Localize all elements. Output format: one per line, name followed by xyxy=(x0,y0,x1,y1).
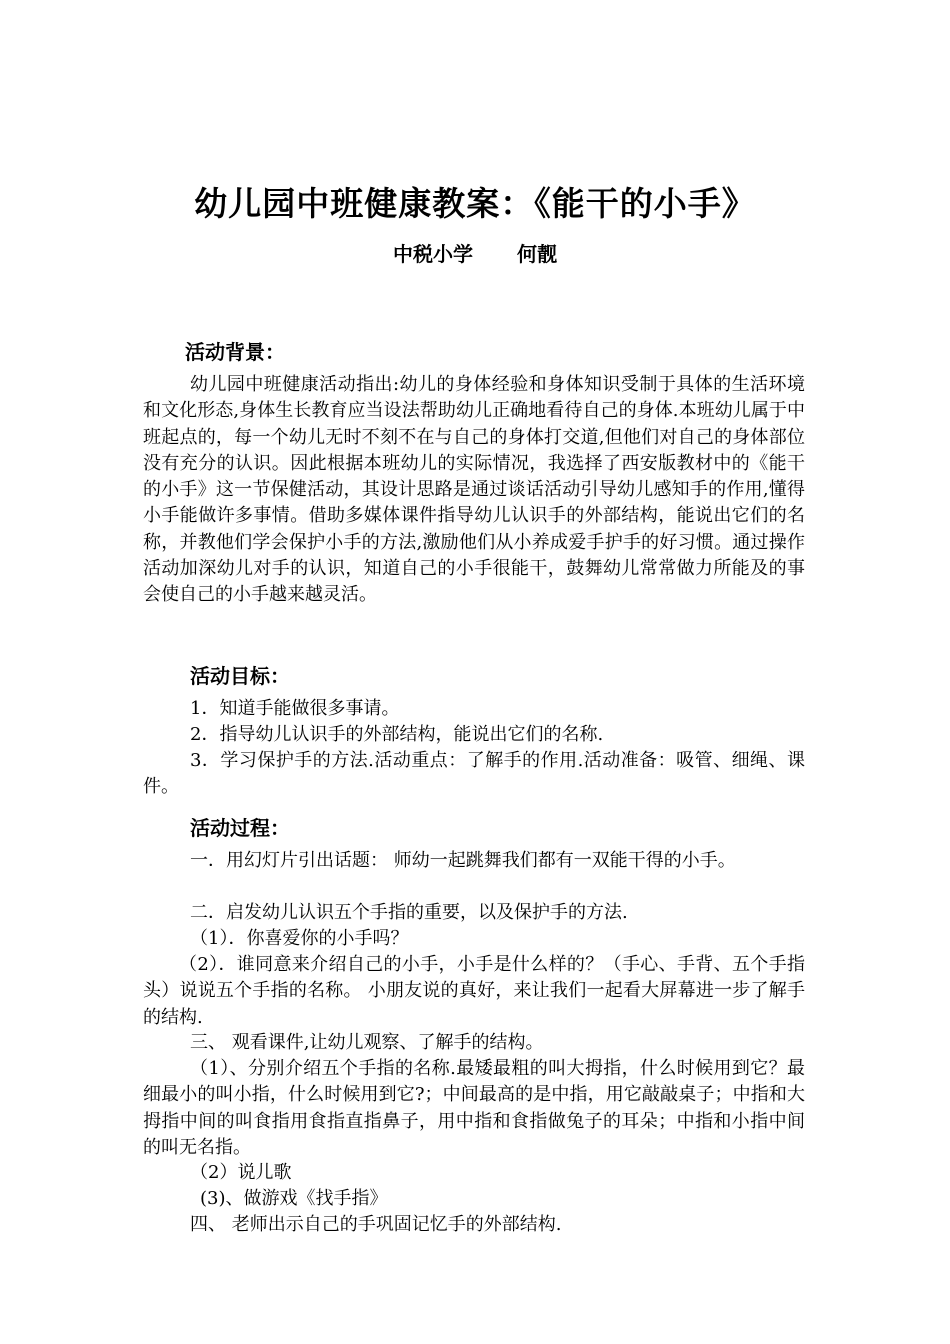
document-title: 幼儿园中班健康教案：《能干的小手》 xyxy=(194,184,756,223)
process-step-3: 三、 观看课件,让幼儿观察、了解手的结构。 xyxy=(190,1032,544,1053)
process-step-1: 一．用幻灯片引出话题： 师幼一起跳舞我们都有一双能干得的小手。 xyxy=(190,850,736,871)
goal-item-3: 3．学习保护手的方法.活动重点：了解手的作用.活动准备：吸管、细绳、课件。 xyxy=(143,750,805,798)
goal-item-1: 1．知道手能做很多事请。 xyxy=(190,698,400,719)
author-school: 中税小学 xyxy=(393,242,473,266)
process-step-3-1: （1）、分别介绍五个手指的名称.最矮最粗的叫大拇指，什么时候用到它？最细最小的叫小指，什么时候用到它?；中间最高的是中指，用它敲敲桌子；中指和大拇指中间的叫食指用食指直指鼻子，用中指和食指做兔子的耳朵；中指和小指中间的叫无名指。 xyxy=(143,1058,805,1158)
goal-item-2: 2．指导幼儿认识手的外部结构，能说出它们的名称. xyxy=(190,724,604,745)
author-line xyxy=(0,238,950,267)
section-heading-process: 活动过程： xyxy=(190,816,290,840)
background-paragraph: 幼儿园中班健康活动指出:幼儿的身体经验和身体知识受制于具体的生活环境和文化形态,身体生长教育应当设法帮助幼儿正确地看待自己的身体.本班幼儿属于中班起点的，每一个幼儿无时不刻不在与自己的身体打交道,但他们对自己的身体部位没有充分的认识。因此根据本班幼儿的实际情况，我选择了西安版教材中的《能干的小手》这一节保健活动，其设计思路是通过谈话活动引导幼儿感知手的作用,懂得小手能做许多事情。借助多媒体课件指导幼儿认识手的外部结构，能说出它们的名称，并教他们学会保护小手的方法,激励他们从小养成爱手护手的好习惯。通过操作活动加深幼儿对手的认识，知道自己的小手很能干，鼓舞幼儿常常做力所能及的事会使自己的小手越来越灵活。 xyxy=(143,374,805,606)
process-step-2-2: （2）．谁同意来介绍自己的小手，小手是什么样的？（手心、手背、五个手指头）说说五个手指的名称。 小朋友说的真好，来让我们一起看大屏幕进一步了解手的结构. xyxy=(143,954,805,1028)
process-step-2-1: （1）．你喜爱你的小手吗？ xyxy=(190,928,409,949)
section-heading-goals: 活动目标： xyxy=(190,664,290,688)
process-step-3-2: （2）说儿歌 xyxy=(190,1162,292,1183)
process-step-4: 四、 老师出示自己的手巩固记忆手的外部结构. xyxy=(190,1214,562,1235)
process-step-2: 二．启发幼儿认识五个手指的重要，以及保护手的方法. xyxy=(190,902,628,923)
author-name: 何靓 xyxy=(517,242,557,266)
section-heading-background: 活动背景： xyxy=(185,340,285,364)
process-step-3-3: (3)、做游戏《找手指》 xyxy=(200,1188,388,1209)
